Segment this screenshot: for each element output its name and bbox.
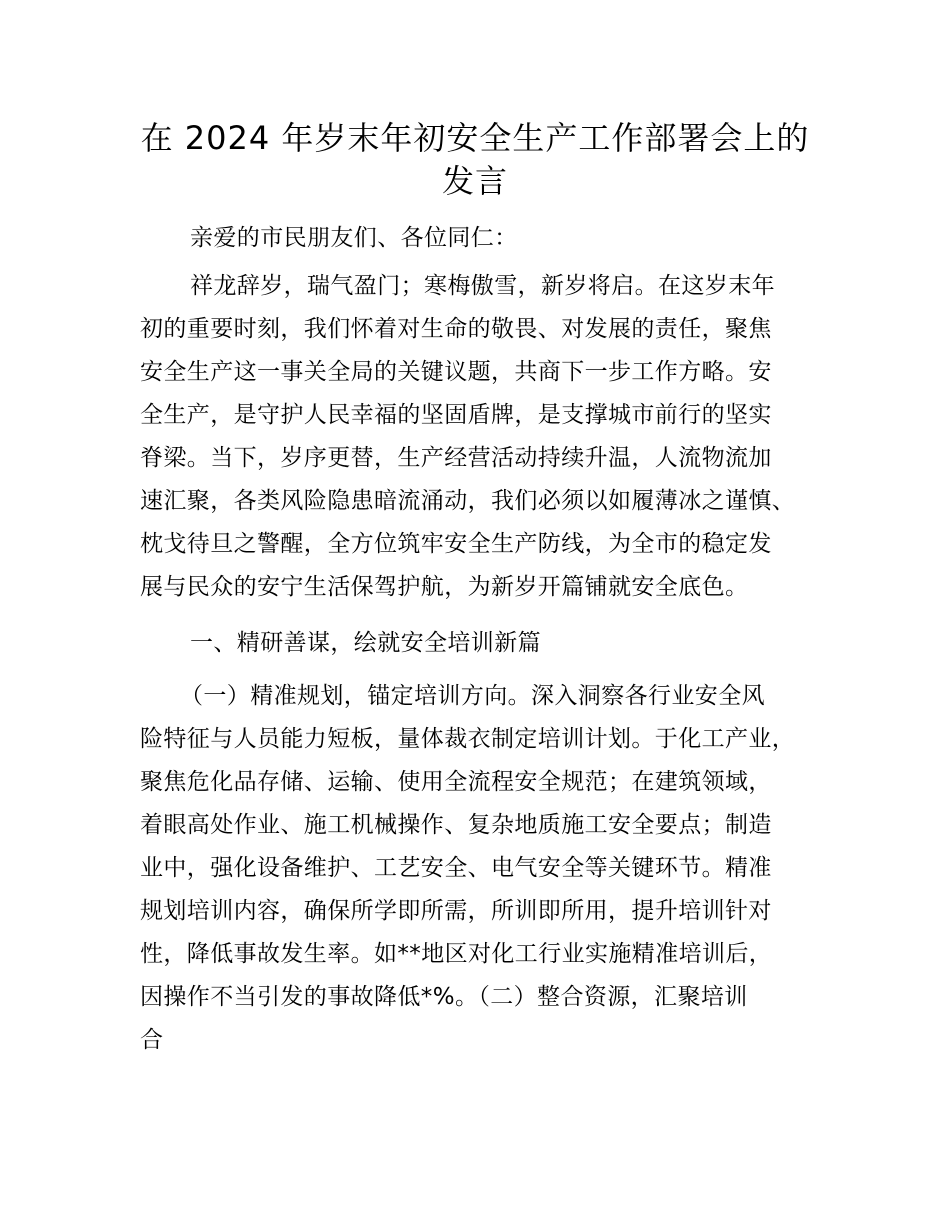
paragraph-line: 展与民众的安宁生活保驾护航，为新岁开篇铺就安全底色。 bbox=[140, 574, 749, 600]
paragraph-line: 性，降低事故发生率。如**地区对化工行业实施精准培训后， bbox=[140, 941, 773, 967]
paragraph-line: 全生产，是守护人民幸福的坚固盾牌，是支撑城市前行的坚实 bbox=[140, 402, 772, 428]
paragraph-line: 初的重要时刻，我们怀着对生命的敬畏、对发展的责任，聚焦 bbox=[140, 316, 772, 342]
paragraph-line: 枕戈待旦之警醒，全方位筑牢安全生产防线，为全市的稳定发 bbox=[140, 531, 772, 557]
paragraph-line: 业中，强化设备维护、工艺安全、电气安全等关键环节。精准 bbox=[140, 855, 772, 881]
section-heading: 一、精研善谋，绘就安全培训新篇 bbox=[190, 630, 541, 656]
paragraph-line: 规划培训内容，确保所学即所需，所训即所用，提升培训针对 bbox=[140, 898, 772, 924]
document-title-line-1: 在 2024 年岁末年初安全生产工作部署会上的 bbox=[140, 119, 810, 157]
paragraph-line: 速汇聚，各类风险隐患暗流涌动，我们必须以如履薄冰之谨慎、 bbox=[140, 488, 796, 514]
paragraph-line: 安全生产这一事关全局的关键议题，共商下一步工作方略。安 bbox=[140, 359, 772, 385]
paragraph-line: （一）精准规划，锚定培训方向。深入洞察各行业安全风 bbox=[180, 683, 765, 709]
paragraph-line: 脊梁。当下，岁序更替，生产经营活动持续升温，人流物流加 bbox=[140, 445, 772, 471]
paragraph-line: 合 bbox=[140, 1027, 164, 1053]
paragraph-line: 着眼高处作业、施工机械操作、复杂地质施工安全要点；制造 bbox=[140, 812, 772, 838]
salutation: 亲爱的市民朋友们、各位同仁： bbox=[190, 225, 518, 251]
document-title-line-2: 发言 bbox=[441, 162, 508, 200]
paragraph-line: 聚焦危化品存储、运输、使用全流程安全规范；在建筑领域， bbox=[140, 769, 772, 795]
paragraph-line: 因操作不当引发的事故降低*%。（二）整合资源，汇聚培训 bbox=[140, 984, 748, 1010]
paragraph-line: 祥龙辞岁，瑞气盈门；寒梅傲雪，新岁将启。在这岁末年 bbox=[190, 273, 775, 299]
paragraph-line: 险特征与人员能力短板，量体裁衣制定培训计划。于化工产业， bbox=[140, 726, 796, 752]
